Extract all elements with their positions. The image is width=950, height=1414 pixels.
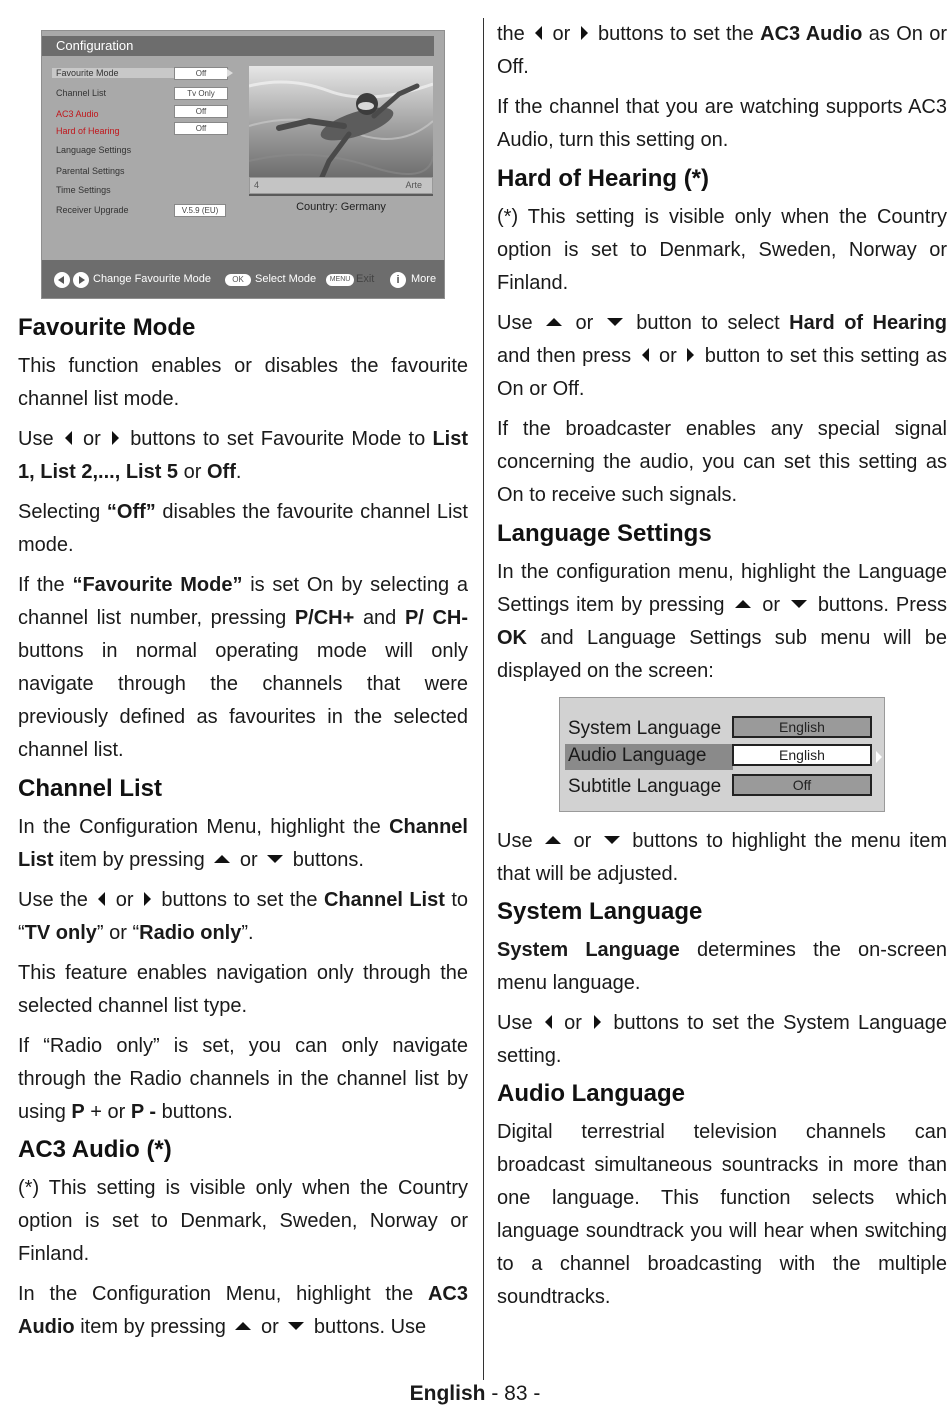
ac3-continued-paragraph: the or buttons to set the AC3 Audio as On or Off. <box>497 23 947 78</box>
ac3-paragraph-2: In the Configuration Menu, highlight the AC3 Audio item by pressing or buttons. Use <box>18 1283 468 1338</box>
footer-language: English <box>409 1382 486 1405</box>
menu-item-favourite-mode: Favourite Mode <box>52 68 212 78</box>
right-arrow-icon <box>112 431 119 445</box>
left-arrow-icon <box>65 431 72 445</box>
right-button-icon <box>73 272 89 288</box>
up-arrow-icon <box>214 855 230 863</box>
audio-language-label: Audio Language <box>568 745 707 766</box>
hoh-paragraph-2: Use or button to select Hard of Hearing and then press or button to set this setting as On or Off. <box>497 312 948 400</box>
audio-language-value: English <box>732 744 872 766</box>
menu-item-ac3-audio: AC3 Audio <box>56 109 99 119</box>
down-arrow-icon <box>288 1322 304 1330</box>
footer-select-label: Select Mode <box>255 273 317 285</box>
menu-value-ac3-audio: Off <box>174 105 228 118</box>
ls-paragraph-1: In the configuration menu, highlight the Language Settings item by pressing or buttons. Press OK and Language Settings sub menu will be displayed on the screen: <box>497 561 947 682</box>
menu-item-time-settings: Time Settings <box>56 185 111 195</box>
menu-value-favourite-mode: Off <box>174 67 228 80</box>
country-text: Country: Germany <box>296 201 386 213</box>
up-arrow-icon <box>235 1322 251 1330</box>
fav-paragraph-3: Selecting “Off” disables the favourite channel List mode. <box>18 501 468 556</box>
configuration-menu-screenshot <box>41 30 445 299</box>
heading-audio-language: Audio Language <box>497 1080 685 1107</box>
right-arrow-icon <box>581 26 588 40</box>
preview-channel-bar <box>249 177 433 194</box>
menu-item-language-settings: Language Settings <box>56 145 132 155</box>
preview-channel-name: Arte <box>405 180 422 190</box>
menu-item-receiver-upgrade: Receiver Upgrade <box>56 205 129 215</box>
menu-arrow-icon <box>227 69 233 77</box>
sys-paragraph-2: Use or buttons to set the System Language setting. <box>497 1012 948 1067</box>
heading-channel-list: Channel List <box>18 775 163 802</box>
ch-paragraph-2: Use the or buttons to set the Channel List to “TV only” or “Radio only”. <box>18 889 469 944</box>
left-arrow-icon <box>535 26 542 40</box>
fav-paragraph-1: This function enables or disables the favourite channel list mode. <box>18 355 468 410</box>
menu-footer <box>42 260 444 298</box>
footer-change-label: Change Favourite Mode <box>93 273 212 285</box>
subtitle-language-label: Subtitle Language <box>568 776 722 797</box>
ch-paragraph-4: If “Radio only” is set, you can only navigate through the Radio channels in the channel list by using P + or P - buttons. <box>18 1035 468 1123</box>
fav-paragraph-2: Use or buttons to set Favourite Mode to List 1, List 2,..., List 5 or Off. <box>18 428 468 483</box>
left-arrow-icon <box>642 348 649 362</box>
menu-key-icon: MENU <box>326 274 354 286</box>
menu-value-hard-of-hearing: Off <box>174 122 228 135</box>
language-settings-screenshot <box>559 697 885 812</box>
menu-value-channel-list: Tv Only <box>174 87 228 100</box>
down-arrow-icon <box>791 600 807 608</box>
menu-item-channel-list: Channel List <box>56 88 107 98</box>
down-arrow-icon <box>607 318 623 326</box>
subtitle-language-value: Off <box>732 774 872 796</box>
down-arrow-icon <box>267 855 283 863</box>
footer-more-label: More <box>411 273 437 285</box>
page-footer <box>0 1382 950 1406</box>
ac3-paragraph-3: If the channel that you are watching supports AC3 Audio, turn this setting on. <box>497 96 947 151</box>
footer-page-number: - 83 - <box>491 1382 541 1405</box>
menu-item-hard-of-hearing: Hard of Hearing <box>56 126 120 136</box>
hoh-paragraph-3: If the broadcaster enables any special signal concerning the audio, you can set this setting as On to receive such signals. <box>497 418 947 506</box>
footer-exit-label: Exit <box>356 273 375 285</box>
left-arrow-icon <box>98 892 105 906</box>
system-language-value: English <box>732 716 872 738</box>
menu-title: Configuration <box>42 36 434 56</box>
preview-channel-number: 4 <box>254 180 260 190</box>
right-arrow-icon <box>687 348 694 362</box>
down-arrow-icon <box>604 836 620 844</box>
up-arrow-icon <box>735 600 751 608</box>
info-key-icon: i <box>390 272 406 288</box>
menu-item-parental-settings: Parental Settings <box>56 166 125 176</box>
ch-paragraph-1: In the Configuration Menu, highlight the Channel List item by pressing or buttons. <box>18 816 468 871</box>
system-language-label: System Language <box>568 718 722 739</box>
heading-ac3-audio: AC3 Audio (*) <box>18 1136 172 1163</box>
hoh-paragraph-1: (*) This setting is visible only when the Country option is set to Denmark, Sweden, Norway or Finland. <box>497 206 947 294</box>
sys-paragraph-1: System Language determines the on-screen menu language. <box>497 939 947 994</box>
menu-value-receiver-upgrade: V.5.9 (EU) <box>174 204 226 217</box>
left-button-icon <box>54 272 70 288</box>
ch-paragraph-3: This feature enables navigation only through the selected channel list type. <box>18 962 468 1017</box>
up-arrow-icon <box>546 318 562 326</box>
fav-paragraph-4: If the “Favourite Mode” is set On by selecting a channel list number, pressing P/CH+ and P/ CH- buttons in normal operating mode will only navigate through the channels that were previously defined as favourites in the selected channel list. <box>18 574 468 761</box>
right-arrow-icon <box>144 892 151 906</box>
column-divider <box>483 18 484 1380</box>
heading-favourite-mode: Favourite Mode <box>18 314 196 341</box>
heading-system-language: System Language <box>497 898 703 925</box>
ok-key-icon: OK <box>225 274 251 286</box>
language-arrow-icon <box>876 751 882 763</box>
heading-language-settings: Language Settings <box>497 520 712 547</box>
up-arrow-icon <box>545 836 561 844</box>
ls-paragraph-2: Use or buttons to highlight the menu item that will be adjusted. <box>497 830 947 885</box>
audio-paragraph-1: Digital terrestrial television channels can broadcast simultaneous sountracks in more than one language. This function selects which language soundtrack you will hear when switching to a channel broadcasting with the multiple soundtracks. <box>497 1121 947 1308</box>
right-arrow-icon <box>594 1015 601 1029</box>
heading-hard-of-hearing: Hard of Hearing (*) <box>497 165 710 192</box>
ac3-paragraph-1: (*) This setting is visible only when the Country option is set to Denmark, Sweden, Norway or Finland. <box>18 1177 468 1265</box>
left-arrow-icon <box>545 1015 552 1029</box>
